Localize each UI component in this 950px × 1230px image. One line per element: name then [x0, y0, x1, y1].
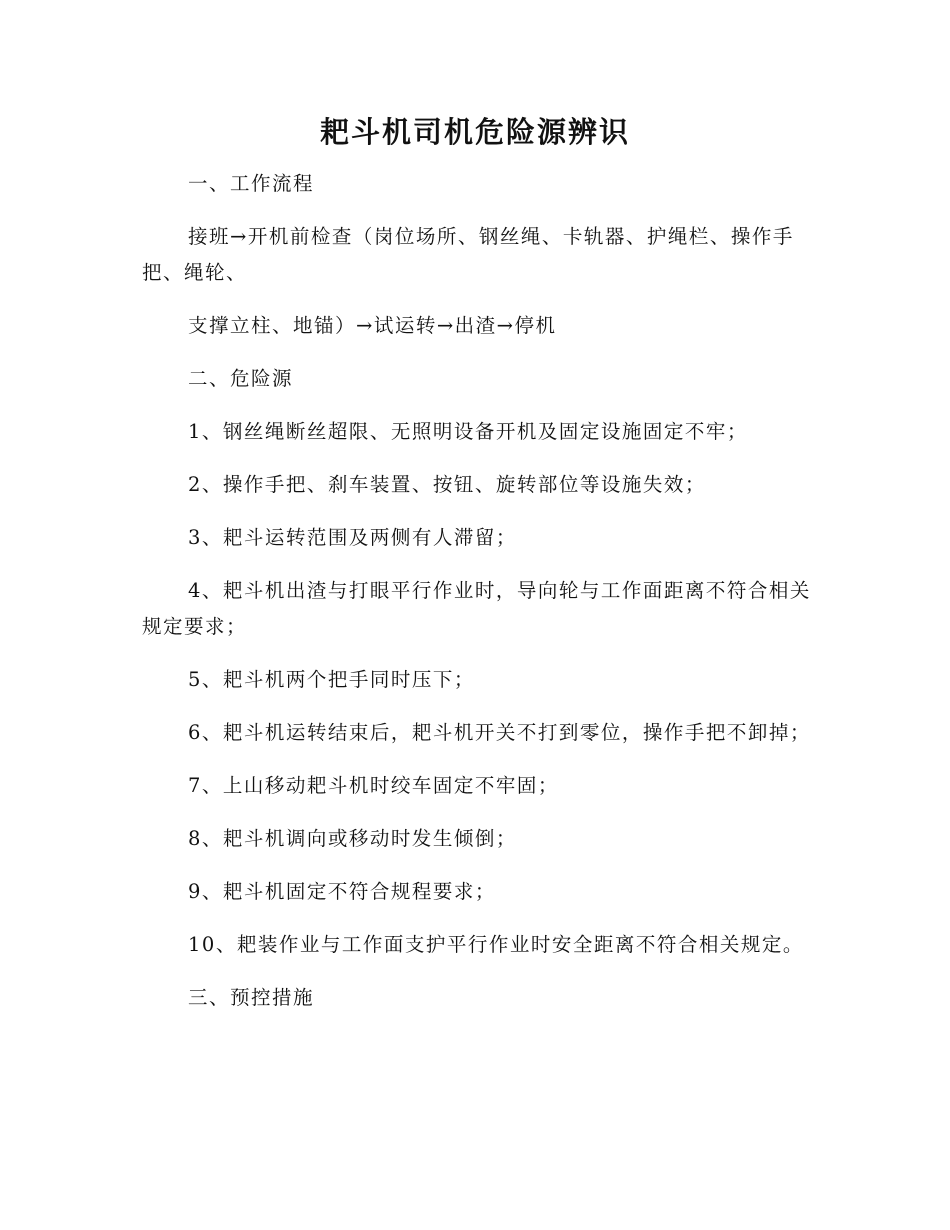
section-heading-workflow: 一、工作流程: [188, 172, 315, 195]
workflow-step-line-2: 支撑立柱、地锚）→试运转→出渣→停机: [188, 314, 557, 337]
section-heading-hazards: 二、危险源: [188, 367, 294, 390]
hazard-item-10: 10、耙装作业与工作面支护平行作业时安全距离不符合相关规定。: [188, 933, 804, 956]
hazard-item-9: 9、耙斗机固定不符合规程要求；: [188, 880, 496, 903]
workflow-step-line-1: 接班→开机前检查（岗位场所、钢丝绳、卡轨器、护绳栏、操作手把、绳轮、: [142, 225, 794, 284]
hazard-item-6: 6、耙斗机运转结束后，耙斗机开关不打到零位，操作手把不卸掉；: [188, 721, 811, 744]
hazard-item-8: 8、耙斗机调向或移动时发生倾倒；: [188, 827, 517, 850]
hazard-item-2: 2、操作手把、刹车装置、按钮、旋转部位等设施失效；: [188, 473, 706, 496]
hazard-item-4: 4、耙斗机出渣与打眼平行作业时，导向轮与工作面距离不符合相关规定要求；: [142, 579, 811, 638]
hazard-item-3: 3、耙斗运转范围及两侧有人滞留；: [188, 526, 517, 549]
section-heading-controls: 三、预控措施: [188, 986, 315, 1009]
hazard-item-7: 7、上山移动耙斗机时绞车固定不牢固；: [188, 774, 559, 797]
document-title: 耙斗机司机危险源辨识: [319, 115, 630, 149]
document-body: [142, 166, 812, 1033]
hazard-item-1: 1、钢丝绳断丝超限、无照明设备开机及固定设施固定不牢；: [188, 420, 748, 443]
hazard-item-5: 5、耙斗机两个把手同时压下；: [188, 668, 475, 691]
